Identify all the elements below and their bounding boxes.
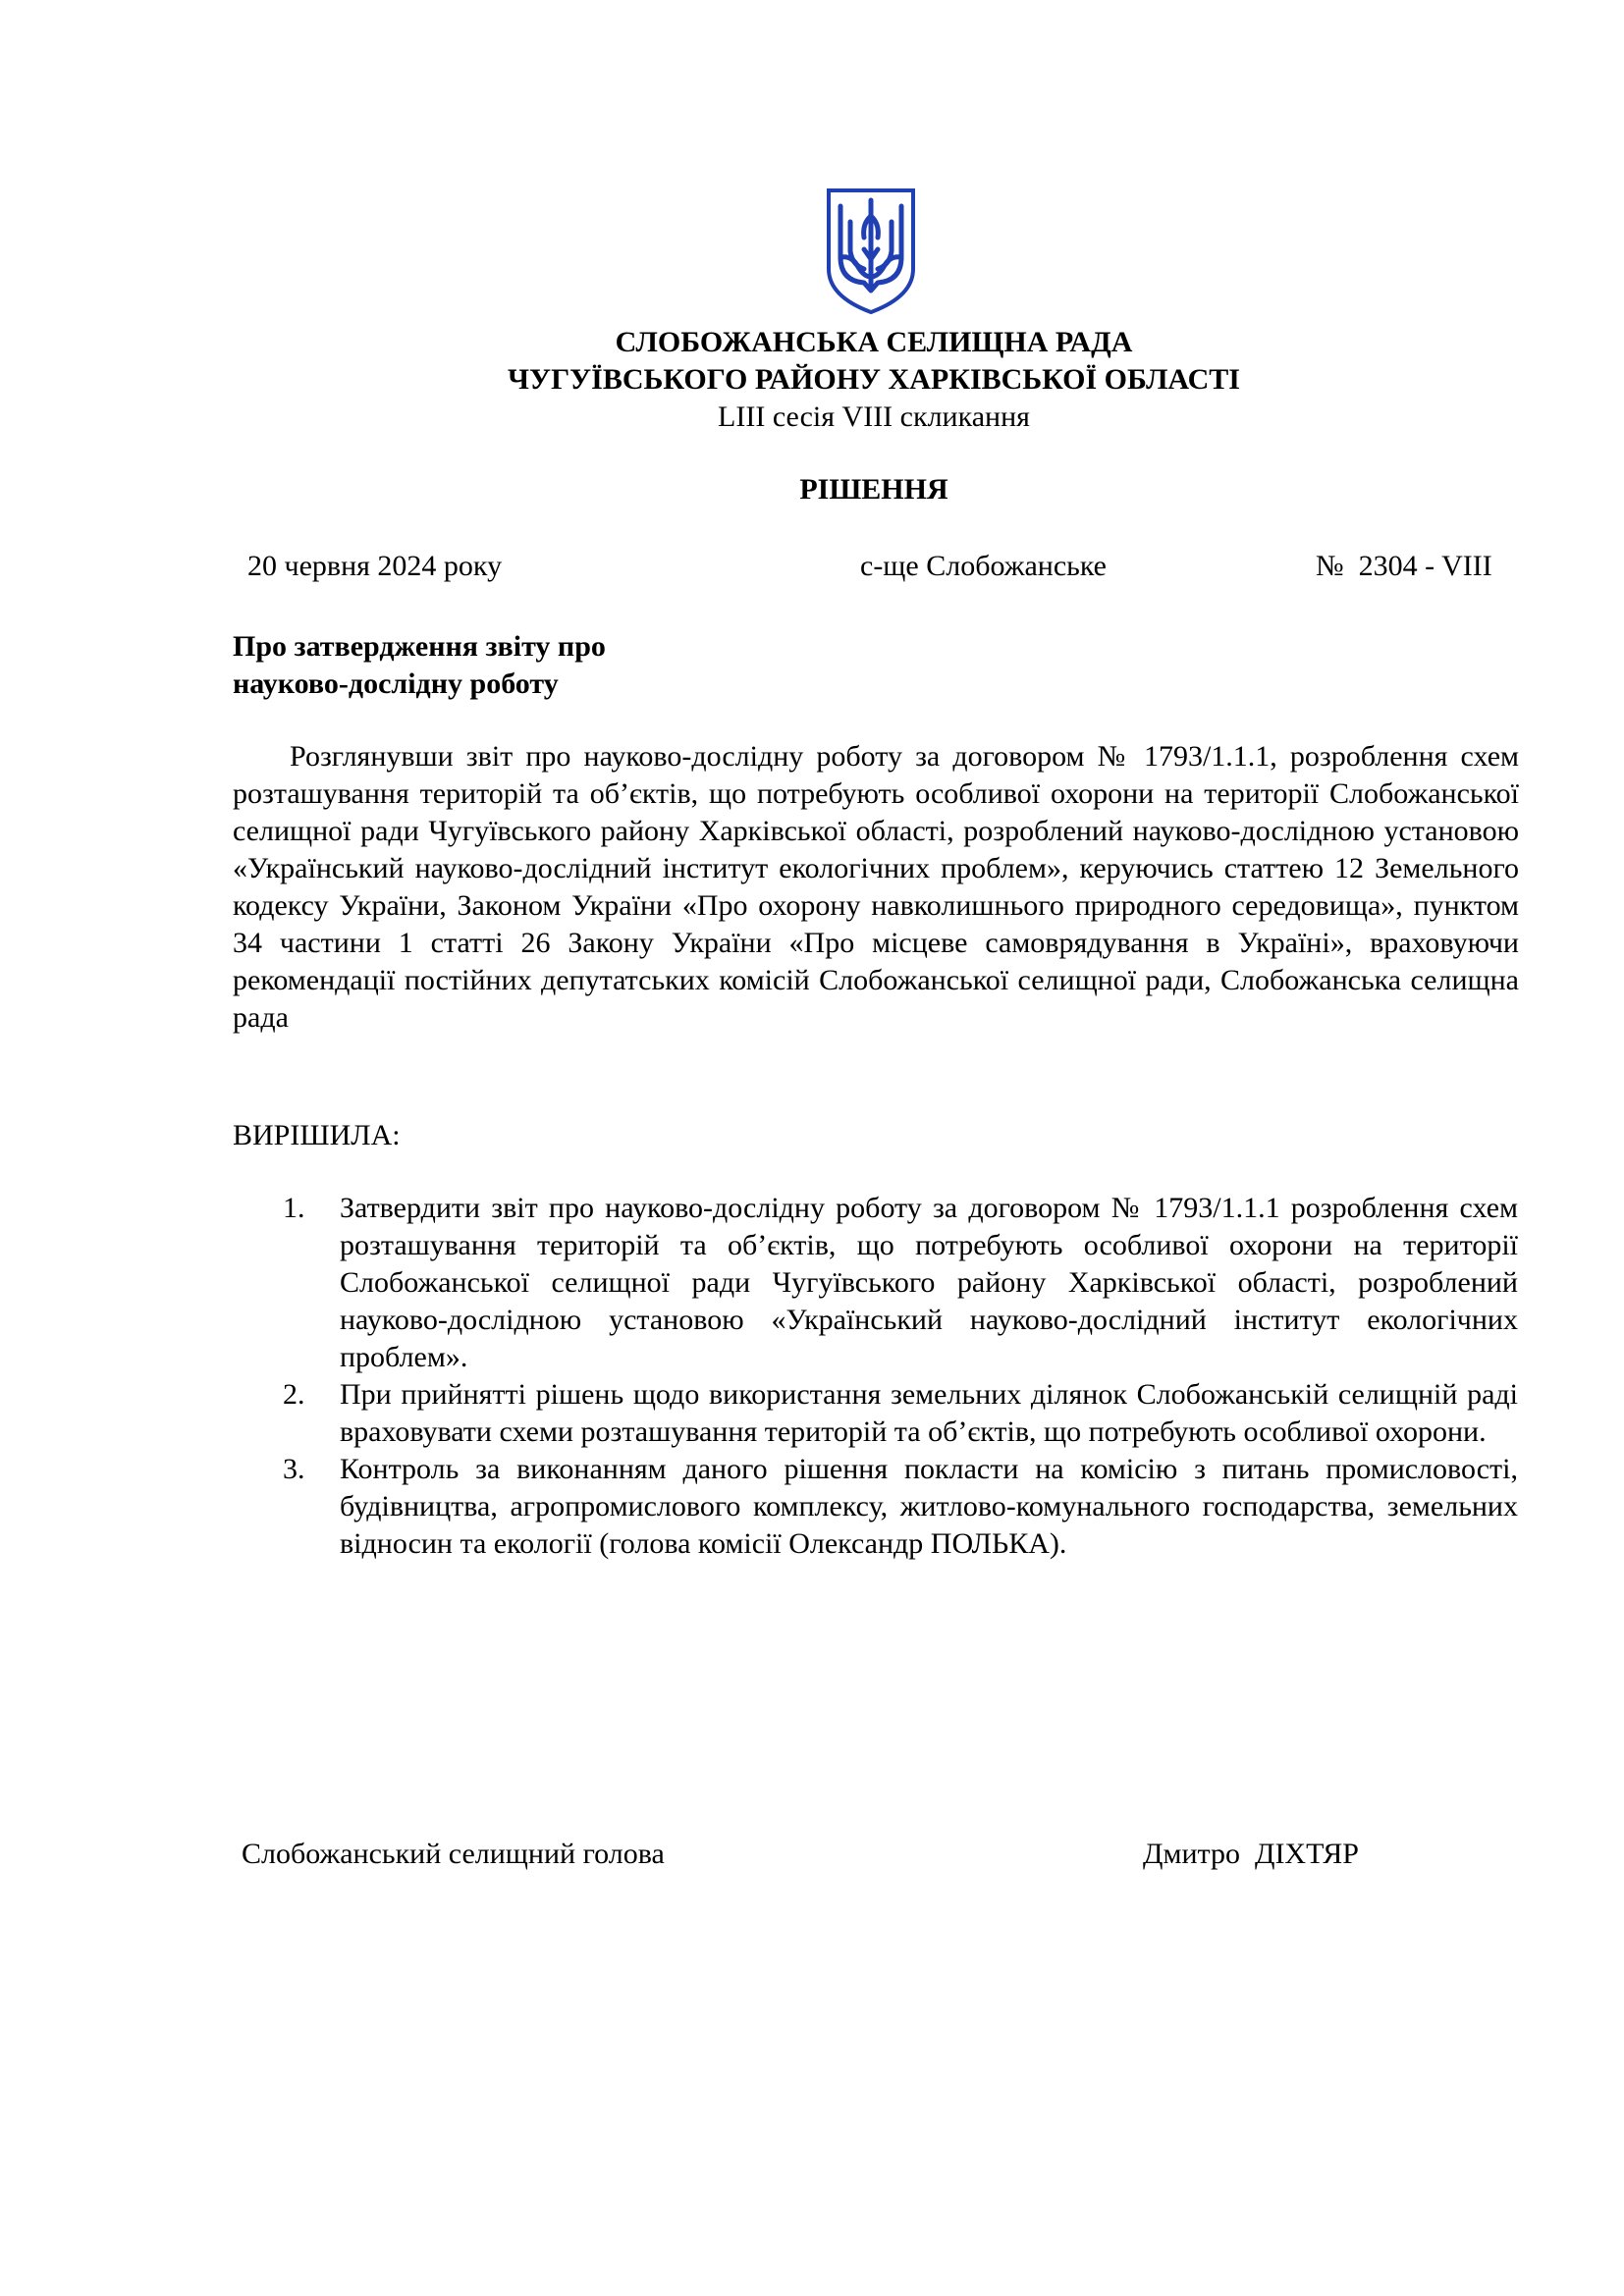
subject-line-1: Про затвердження звіту про: [233, 630, 606, 663]
item-number: 1.: [283, 1192, 305, 1224]
document-type-heading: РІШЕННЯ: [799, 473, 948, 506]
decided-label: ВИРІШИЛА:: [233, 1119, 401, 1151]
signatory-title: Слобожанський селищний голова: [242, 1838, 665, 1870]
decision-item: [0, 1190, 1624, 1376]
item-number: 2.: [283, 1378, 305, 1411]
decision-list: [0, 1190, 1624, 1563]
subject-line-2: науково-дослідну роботу: [233, 667, 559, 700]
decision-number: № 2304 - VIII: [1316, 550, 1492, 582]
decision-item: [0, 1451, 1624, 1563]
signatory-name: Дмитро ДІХТЯР: [1143, 1838, 1359, 1870]
district-name: ЧУГУЇВСЬКОГО РАЙОНУ ХАРКІВСЬКОЇ ОБЛАСТІ: [508, 363, 1240, 396]
decision-place: с-ще Слобожанське: [860, 550, 1107, 582]
item-text: При прийнятті рішень щодо використання земельних ділянок Слобожанській селищній раді враховувати схеми розташування територій та об’єктів, що потребують особливої охорони.: [340, 1378, 1518, 1448]
session-line: LIII сесія VIII скликання: [718, 400, 1030, 433]
item-number: 3.: [283, 1453, 305, 1485]
decision-item: [0, 1376, 1624, 1451]
item-text: Контроль за виконанням даного рішення покласти на комісію з питань промисловості, будівництва, агропромислового комплексу, житлово-комунального господарства, земельних відносин та екології (голова комісії Олександр ПОЛЬКА).: [340, 1453, 1518, 1560]
council-name: СЛОБОЖАНСЬКА СЕЛИЩНА РАДА: [615, 326, 1133, 358]
item-text: Затвердити звіт про науково-дослідну роботу за договором № 1793/1.1.1 розроблення схем розташування територій та об’єктів, що потребують особливої охорони на території Слобожанської селищної ради Чугуївського району Харківської області, розроблений науково-дослідною установою «Український науково-дослідний інститут екологічних проблем».: [340, 1192, 1518, 1373]
preamble-paragraph: Розглянувши звіт про науково-дослідну роботу за договором № 1793/1.1.1, розроблення схем розташування територій та об’єктів, що потребують особливої охорони на території Слобожанської селищної ради Чугуївського району Харківської області, розроблений науково-дослідною установою «Український науково-дослідний інститут екологічних проблем», керуючись статтею 12 Земельного кодексу України, Законом України «Про охорону навколишнього природного середовища», пунктом 34 частини 1 статті 26 Закону України «Про місцеве самоврядування в Україні», враховуючи рекомендації постійних депутатських комісій Слобожанської селищної ради, Слобожанська селищна рада: [233, 740, 1519, 1034]
decision-date: 20 червня 2024 року: [247, 550, 503, 582]
coat-of-arms-icon: [825, 187, 917, 316]
